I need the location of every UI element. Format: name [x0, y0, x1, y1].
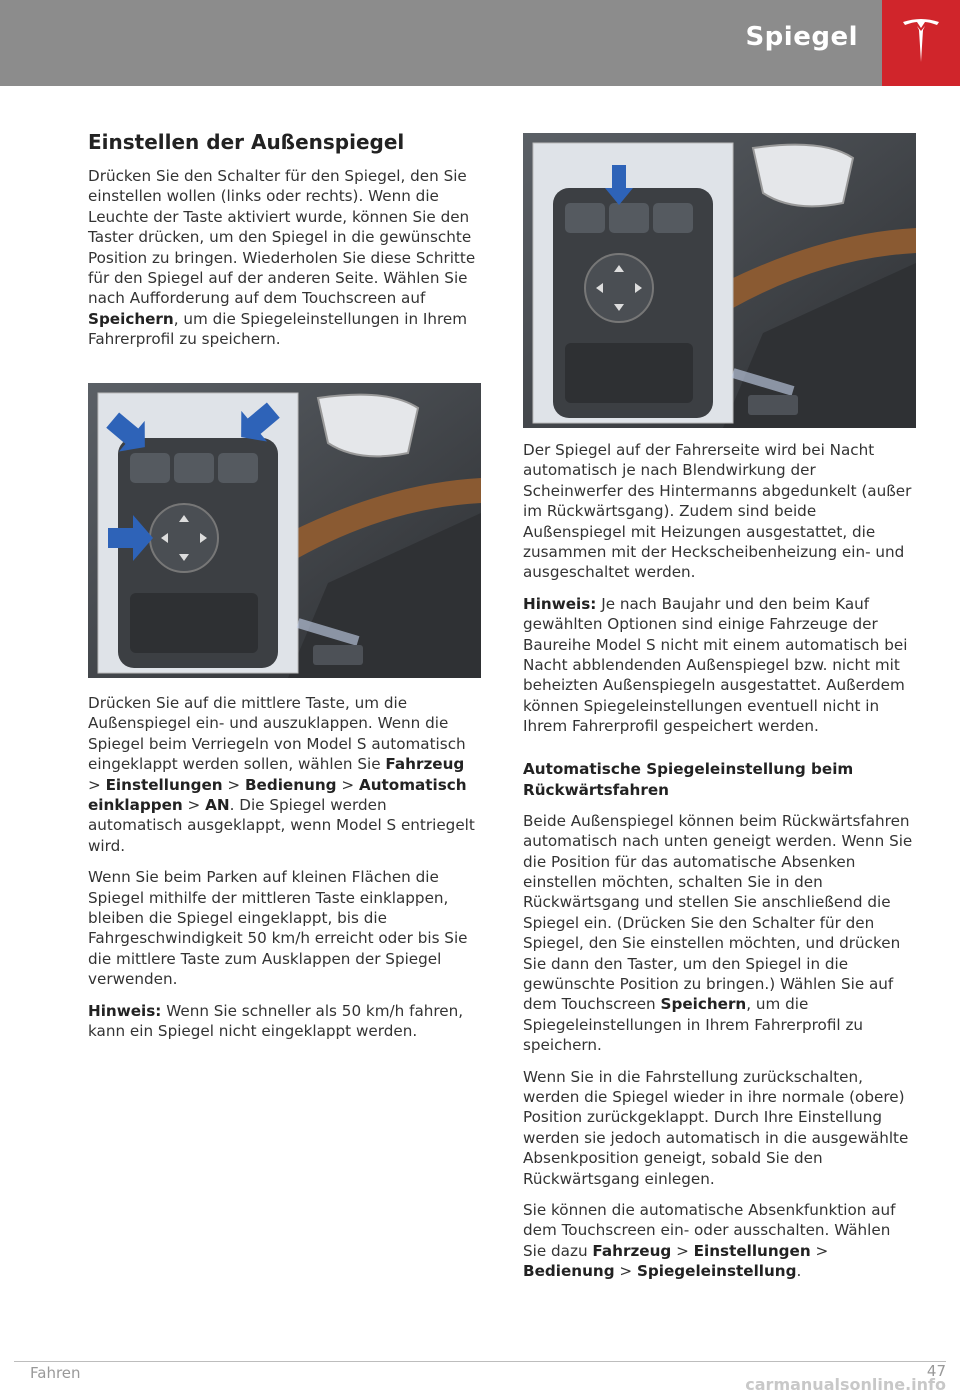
- left-column: [88, 130, 478, 361]
- watermark: carmanualsonline.info: [745, 1375, 946, 1394]
- section-heading: Einstellen der Außenspiegel: [88, 130, 405, 154]
- left-column-lower: [88, 693, 478, 1053]
- note-paragraph: Hinweis: Je nach Baujahr und den beim Kauf gewählten Optionen sind einige Fahrzeuge der Baureihe Model S nicht mit einem automatisch bei Nacht abblendenden Außenspiegel bzw. nicht mit beheizten Außenspiegeln ausgestattet. Außerdem können Spiegeleinstellungen eventuell nicht in Ihrem Fahrerprofil gespeichert werden.: [523, 594, 908, 736]
- fold-paragraph: Drücken Sie auf die mittlere Taste, um die Außenspiegel ein- und auszuklappen. Wenn die Spiegel beim Verriegeln von Model S automatisch eingeklappt werden sollen, wählen Sie Fahrzeug > Einstellungen > Bedienung > Automatisch einklappen > AN. Die Spiegel werden automatisch ausgeklappt, wenn Model S entriegelt wird.: [88, 694, 475, 855]
- footer-section: Fahren: [30, 1364, 81, 1382]
- mirror-control-figure-1: [88, 383, 481, 678]
- footer-divider: [14, 1361, 946, 1362]
- instruction-paragraph: Drücken Sie den Schalter für den Spiegel, den Sie einstellen wollen (links oder rechts). Wenn die Leuchte der Taste aktiviert wurde, können Sie den Taster drücken, um den Spiegel in die gewünschte Position zu bringen. Wiederholen Sie diese Schritte für den Spiegel auf der anderen Seite. Wählen Sie nach Aufforderung auf dem Touchscreen auf Speichern, um die Spiegeleinstellungen in Ihrem Fahrerprofil zu speichern.: [88, 167, 476, 349]
- parking-paragraph: Wenn Sie beim Parken auf kleinen Flächen die Spiegel mithilfe der mittleren Taste einklappen, bleiben die Spiegel eingeklappt, bis die Fahrgeschwindigkeit 50 km/h erreicht oder bis Sie die mittlere Taste zum Ausklappen der Spiegel verwenden.: [88, 868, 468, 989]
- right-column: [523, 440, 913, 1293]
- subsection-heading: Automatische Spiegeleinstellung beim Rückwärtsfahren: [523, 759, 854, 799]
- dimming-paragraph: Der Spiegel auf der Fahrerseite wird bei Nacht automatisch je nach Blendwirkung der Scheinwerfer des Hintermanns abgedunkelt (außer im Rückwärtsgang). Zudem sind beide Außenspiegel mit Heizungen ausgestattet, die zusammen mit der Heckscheibenheizung ein- und ausgeschaltet werden.: [523, 441, 912, 582]
- page-number: 47: [926, 1362, 946, 1380]
- page-title: Spiegel: [745, 22, 858, 52]
- reverse-tilt-paragraph: Beide Außenspiegel können beim Rückwärtsfahren automatisch nach unten geneigt werden. Wenn Sie die Position für das automatische Absenken einstellen möchten, schalten Sie in den Rückwärtsgang und stellen Sie anschließend die Spiegel ein. (Drücken Sie den Schalter für den Spiegel, den Sie einstellen möchten, und drücken Sie dann den Taster, um den Spiegel in die gewünschte Position zu bringen.) Wählen Sie auf dem Touchscreen Speichern, um die Spiegeleinstellungen in Ihrem Fahrerprofil zu speichern.: [523, 811, 913, 1055]
- toggle-paragraph: Sie können die automatische Absenkfunktion auf dem Touchscreen ein- oder ausschalten. Wählen Sie dazu Fahrzeug > Einstellungen > Bedienung > Spiegeleinstellung.: [523, 1201, 896, 1281]
- tesla-t-logo-icon: [901, 16, 941, 64]
- drive-return-paragraph: Wenn Sie in die Fahrstellung zurückschalten, werden die Spiegel wieder in ihre normale (obere) Position zurückgeklappt. Durch Ihre Einstellung werden sie jedoch automatisch in die ausgewählte Absenkposition geneigt, sobald Sie den Rückwärtsgang einlegen.: [523, 1067, 909, 1188]
- brand-logo: [882, 0, 960, 86]
- note-paragraph: Hinweis: Wenn Sie schneller als 50 km/h fahren, kann ein Spiegel nicht eingeklappt werden.: [88, 1001, 464, 1041]
- mirror-control-figure-2: [523, 133, 916, 428]
- page-header: [0, 0, 960, 86]
